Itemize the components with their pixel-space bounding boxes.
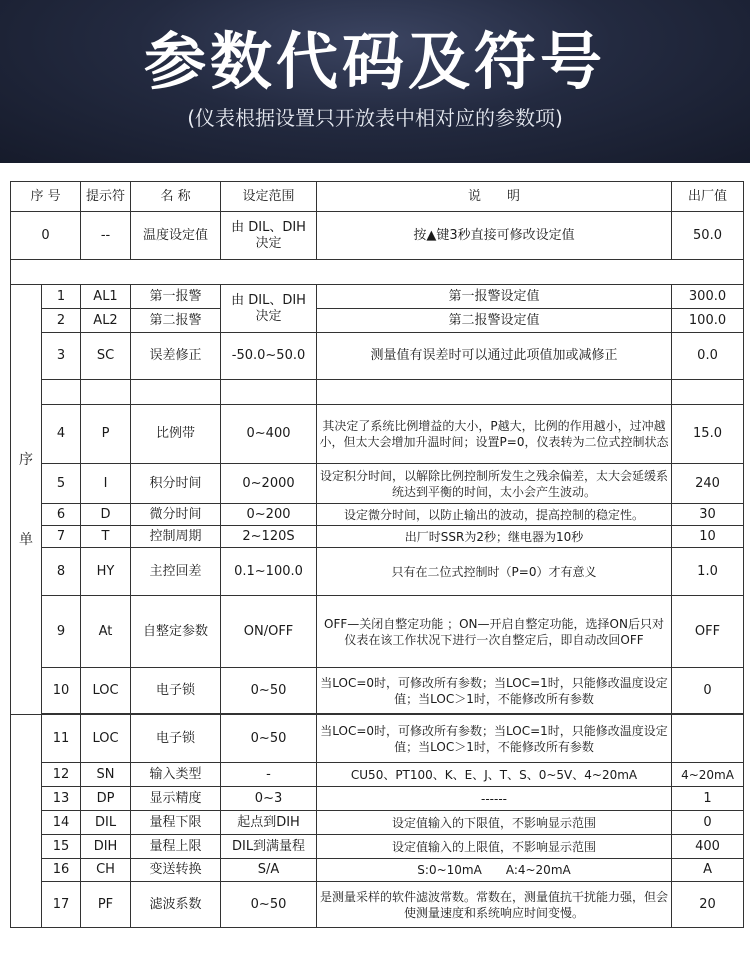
header-default: 出厂值 xyxy=(672,182,744,212)
table-row xyxy=(11,285,744,309)
table-header-row xyxy=(11,182,744,212)
cell-default: 1.0 xyxy=(672,548,744,596)
table-row xyxy=(11,548,744,596)
table-row xyxy=(11,811,744,835)
table-row xyxy=(11,859,744,882)
header-code: 提示符 xyxy=(81,182,131,212)
cell-range: -50.0~50.0 xyxy=(221,333,317,380)
cell-code: LOC xyxy=(81,715,131,763)
cell-no: 2 xyxy=(42,309,81,333)
cell-name: 第二报警 xyxy=(131,309,221,333)
cell-range: 0.1~100.0 xyxy=(221,548,317,596)
cell-default: 50.0 xyxy=(672,212,744,260)
cell-no: 17 xyxy=(42,882,81,928)
cell-desc: OFF—关闭自整定功能 ；ON—开启自整定功能，选择ON后只对仪表在该工作状况下进行一次自整定后，即自动改回OFF xyxy=(317,596,672,668)
table-row xyxy=(11,405,744,464)
cell-name: 微分时间 xyxy=(131,504,221,526)
cell-no: 14 xyxy=(42,811,81,835)
table-row xyxy=(11,309,744,333)
header-range: 设定范围 xyxy=(221,182,317,212)
cell-range: 0~200 xyxy=(221,504,317,526)
cell-range: 2~120S xyxy=(221,526,317,548)
cell-no: 3 xyxy=(42,333,81,380)
cell-range: 由 DIL、DIH 决定 xyxy=(221,212,317,260)
cell-no: 7 xyxy=(42,526,81,548)
cell-no: 12 xyxy=(42,763,81,787)
cell-default: 4~20mA xyxy=(672,763,744,787)
cell-code: HY xyxy=(81,548,131,596)
cell-default: 300.0 xyxy=(672,285,744,309)
cell-range: S/A xyxy=(221,859,317,882)
cell-code: P xyxy=(81,405,131,464)
cell-no: 15 xyxy=(42,835,81,859)
table-row xyxy=(11,504,744,526)
cell-name: 控制周期 xyxy=(131,526,221,548)
table-row xyxy=(11,787,744,811)
cell-code: SC xyxy=(81,333,131,380)
cell-code: CH xyxy=(81,859,131,882)
cell-default: A xyxy=(672,859,744,882)
table-row xyxy=(11,596,744,668)
cell-desc: S:0~10mA A:4~20mA xyxy=(317,859,672,882)
cell-code: AL1 xyxy=(81,285,131,309)
cell-desc: 当LOC=0时，可修改所有参数；当LOC=1时，只能修改温度设定值；当LOC＞1时，不能修改所有参数 xyxy=(317,668,672,714)
cell-default: 20 xyxy=(672,882,744,928)
cell-default: 0.0 xyxy=(672,333,744,380)
cell-code: At xyxy=(81,596,131,668)
table-spacer-row xyxy=(11,260,744,285)
cell-code: T xyxy=(81,526,131,548)
cell-range: 由 DIL、DIH 决定 xyxy=(221,285,317,333)
cell-range: 0~2000 xyxy=(221,464,317,504)
cell-range: 0~50 xyxy=(221,715,317,763)
cell-desc: 设定微分时间，以防止输出的波动，提高控制的稳定性。 xyxy=(317,504,672,526)
cell-no: 0 xyxy=(11,212,81,260)
cell-default: 240 xyxy=(672,464,744,504)
cell-name: 积分时间 xyxy=(131,464,221,504)
group-label-empty xyxy=(11,715,42,928)
table-row xyxy=(11,464,744,504)
cell-range: 0~50 xyxy=(221,668,317,714)
spacer-cell xyxy=(11,260,744,285)
cell-name: 温度设定值 xyxy=(131,212,221,260)
cell-range: 起点到DIH xyxy=(221,811,317,835)
cell-desc: 是测量采样的软件滤波常数。常数在，测量值抗干扰能力强，但会使测量速度和系统响应时间变慢。 xyxy=(317,882,672,928)
cell-name: 滤波系数 xyxy=(131,882,221,928)
group-label xyxy=(11,285,42,715)
cell-default: 0 xyxy=(672,668,744,714)
table-row xyxy=(11,526,744,548)
header-no: 序 号 xyxy=(11,182,81,212)
table-row xyxy=(11,212,744,260)
page-title: 参数代码及符号 xyxy=(143,25,606,98)
cell-desc: 当LOC=0时，可修改所有参数；当LOC=1时，只能修改温度设定值；当LOC＞1时，不能修改所有参数 xyxy=(317,715,672,763)
cell-no: 10 xyxy=(42,668,81,714)
cell-name: 显示精度 xyxy=(131,787,221,811)
cell-no: 13 xyxy=(42,787,81,811)
cell-code: I xyxy=(81,464,131,504)
cell-desc: 设定积分时间，以解除比例控制所发生之残余偏差，太大会延缓系统达到平衡的时间，太小会产生波动。 xyxy=(317,464,672,504)
cell-name: 量程下限 xyxy=(131,811,221,835)
cell-code: PF xyxy=(81,882,131,928)
cell-desc: 设定值输入的下限值，不影响显示范围 xyxy=(317,811,672,835)
table-row xyxy=(11,763,744,787)
cell-default: OFF xyxy=(672,596,744,668)
cell-code: -- xyxy=(81,212,131,260)
cell-desc: 第一报警设定值 xyxy=(317,285,672,309)
cell-name: 量程上限 xyxy=(131,835,221,859)
table-row xyxy=(11,333,744,380)
parameter-table xyxy=(10,181,744,928)
cell-code: DP xyxy=(81,787,131,811)
table-row xyxy=(11,668,744,714)
header-banner xyxy=(0,0,750,163)
cell-code: SN xyxy=(81,763,131,787)
cell-default: 10 xyxy=(672,526,744,548)
cell-no: 8 xyxy=(42,548,81,596)
cell-name: 误差修正 xyxy=(131,333,221,380)
cell-desc: ------ xyxy=(317,787,672,811)
cell-default: 15.0 xyxy=(672,405,744,464)
header-desc: 说 明 xyxy=(317,182,672,212)
cell-default: 100.0 xyxy=(672,309,744,333)
cell-desc: 测量值有误差时可以通过此项值加或减修正 xyxy=(317,333,672,380)
cell-desc: CU50、PT100、K、E、J、T、S、0~5V、4~20mA xyxy=(317,763,672,787)
cell-desc: 只有在二位式控制时（P=0）才有意义 xyxy=(317,548,672,596)
cell-range: 0~3 xyxy=(221,787,317,811)
cell-name: 自整定参数 xyxy=(131,596,221,668)
cell-desc: 其决定了系统比例增益的大小，P越大，比例的作用越小，过冲越小，但太大会增加升温时间；设置P=0，仪表转为二位式控制状态 xyxy=(317,405,672,464)
cell-desc: 第二报警设定值 xyxy=(317,309,672,333)
cell-desc: 按▲键3秒直接可修改设定值 xyxy=(317,212,672,260)
header-name: 名 称 xyxy=(131,182,221,212)
table-row xyxy=(11,835,744,859)
cell-code: D xyxy=(81,504,131,526)
cell-name: 变送转换 xyxy=(131,859,221,882)
cell-range: 0~50 xyxy=(221,882,317,928)
cell-name: 电子锁 xyxy=(131,715,221,763)
group-label-text: 序 单 xyxy=(19,451,33,548)
cell-code: DIH xyxy=(81,835,131,859)
cell-default: 400 xyxy=(672,835,744,859)
cell-no: 1 xyxy=(42,285,81,309)
cell-code: LOC xyxy=(81,668,131,714)
cell-name: 主控回差 xyxy=(131,548,221,596)
cell-name: 输入类型 xyxy=(131,763,221,787)
table-row xyxy=(11,882,744,928)
cell-no: 9 xyxy=(42,596,81,668)
cell-default: 1 xyxy=(672,787,744,811)
cell-range: DIL到满量程 xyxy=(221,835,317,859)
cell-desc: 设定值输入的上限值，不影响显示范围 xyxy=(317,835,672,859)
table-row xyxy=(11,715,744,763)
cell-no: 5 xyxy=(42,464,81,504)
cell-range: - xyxy=(221,763,317,787)
cell-default: 30 xyxy=(672,504,744,526)
cell-default xyxy=(672,715,744,763)
cell-no: 16 xyxy=(42,859,81,882)
table-empty-row xyxy=(11,380,744,405)
page-subtitle: (仪表根据设置只开放表中相对应的参数项) xyxy=(187,106,563,130)
cell-no: 6 xyxy=(42,504,81,526)
cell-range: ON/OFF xyxy=(221,596,317,668)
cell-code: AL2 xyxy=(81,309,131,333)
cell-no: 11 xyxy=(42,715,81,763)
cell-name: 比例带 xyxy=(131,405,221,464)
cell-default: 0 xyxy=(672,811,744,835)
cell-name: 第一报警 xyxy=(131,285,221,309)
cell-no: 4 xyxy=(42,405,81,464)
cell-name: 电子锁 xyxy=(131,668,221,714)
cell-range: 0~400 xyxy=(221,405,317,464)
cell-code: DIL xyxy=(81,811,131,835)
cell-desc: 出厂时SSR为2秒；继电器为10秒 xyxy=(317,526,672,548)
